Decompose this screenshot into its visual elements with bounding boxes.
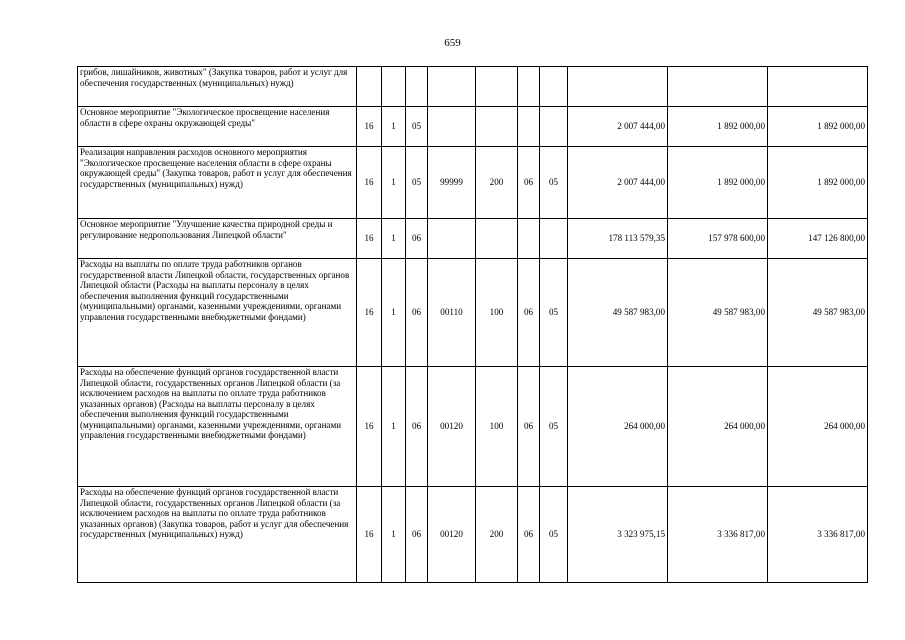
statya-cell: 00110: [428, 259, 476, 367]
podrazdel-cell: [406, 67, 428, 107]
podrazdel-cell: 06: [406, 219, 428, 259]
table-row: [78, 107, 868, 147]
page-number: 659: [444, 37, 461, 49]
row-name-cell: грибов, лишайников, животных" (Закупка товаров, работ и услуг для обеспечения государственных (муниципальных) нужд): [78, 67, 357, 107]
sum-cell-3: 264 000,00: [768, 367, 868, 487]
code-cell-7: 05: [540, 147, 568, 219]
glava-cell: 16: [357, 147, 382, 219]
podrazdel-cell: 06: [406, 367, 428, 487]
code-cell-6: 06: [518, 259, 540, 367]
vid-cell: 100: [476, 367, 518, 487]
vid-cell: 200: [476, 487, 518, 583]
sum-cell-3: 1 892 000,00: [768, 107, 868, 147]
code-cell-7: 05: [540, 487, 568, 583]
code-cell-7: 05: [540, 367, 568, 487]
statya-cell: 99999: [428, 147, 476, 219]
podrazdel-cell: 06: [406, 259, 428, 367]
row-name-cell: Расходы на выплаты по оплате труда работников органов государственной власти Липецкой области, государственных органов Липецкой области (Расходы на выплаты персоналу в целях обеспечения выполнения функций государственными (муниципальными) органами, казенными учреждениями, органами управления государственными внебюджетными фондами): [78, 259, 357, 367]
razdel-cell: 1: [382, 219, 406, 259]
row-name-cell: Реализация направления расходов основного мероприятия "Экологическое просвещение населения области в сфере охраны окружающей среды" (Закупка товаров, работ и услуг для обеспечения государственных (муниципальных) нужд): [78, 147, 357, 219]
sum-cell-1: 49 587 983,00: [568, 259, 668, 367]
glava-cell: 16: [357, 107, 382, 147]
row-name-cell: Расходы на обеспечение функций органов государственной власти Липецкой области, государственных органов Липецкой области (за исключением расходов на выплаты по оплате труда работников указанных органов) (Расходы на выплаты персоналу в целях обеспечения выполнения функций государственными (муниципальными) органами, казенными учреждениями, органами управления государственными внебюджетными фондами): [78, 367, 357, 487]
code-cell-6: [518, 107, 540, 147]
table-row: [78, 147, 868, 219]
glava-cell: 16: [357, 487, 382, 583]
podrazdel-cell: 05: [406, 107, 428, 147]
code-cell-6: [518, 219, 540, 259]
statya-cell: [428, 219, 476, 259]
sum-cell-2: 264 000,00: [668, 367, 768, 487]
vid-cell: [476, 107, 518, 147]
sum-cell-3: 147 126 800,00: [768, 219, 868, 259]
podrazdel-cell: 05: [406, 147, 428, 219]
code-cell-6: 06: [518, 147, 540, 219]
glava-cell: 16: [357, 367, 382, 487]
sum-cell-2: 1 892 000,00: [668, 107, 768, 147]
sum-cell-2: [668, 67, 768, 107]
code-cell-6: [518, 67, 540, 107]
row-name-cell: Основное мероприятие "Экологическое просвещение населения области в сфере охраны окружающей среды": [78, 107, 357, 147]
statya-cell: [428, 107, 476, 147]
table-row: [78, 487, 868, 583]
table-row: [78, 67, 868, 107]
sum-cell-3: 1 892 000,00: [768, 147, 868, 219]
vid-cell: [476, 219, 518, 259]
vid-cell: 100: [476, 259, 518, 367]
code-cell-6: 06: [518, 487, 540, 583]
code-cell-7: [540, 67, 568, 107]
table-row: [78, 219, 868, 259]
glava-cell: [357, 67, 382, 107]
sum-cell-3: 49 587 983,00: [768, 259, 868, 367]
code-cell-6: 06: [518, 367, 540, 487]
sum-cell-3: 3 336 817,00: [768, 487, 868, 583]
sum-cell-1: 178 113 579,35: [568, 219, 668, 259]
table-row: [78, 259, 868, 367]
razdel-cell: 1: [382, 487, 406, 583]
razdel-cell: [382, 67, 406, 107]
podrazdel-cell: 06: [406, 487, 428, 583]
razdel-cell: 1: [382, 367, 406, 487]
sum-cell-1: 264 000,00: [568, 367, 668, 487]
sum-cell-2: 1 892 000,00: [668, 147, 768, 219]
statya-cell: 00120: [428, 367, 476, 487]
budget-table: [77, 66, 868, 583]
row-name-cell: Основное мероприятие "Улучшение качества природной среды и регулирование недропользования Липецкой области": [78, 219, 357, 259]
row-name-cell: Расходы на обеспечение функций органов государственной власти Липецкой области, государственных органов Липецкой области (за исключением расходов на выплаты по оплате труда работников указанных органов) (Закупка товаров, работ и услуг для обеспечения государственных (муниципальных) нужд): [78, 487, 357, 583]
sum-cell-1: [568, 67, 668, 107]
vid-cell: 200: [476, 147, 518, 219]
sum-cell-2: 157 978 600,00: [668, 219, 768, 259]
sum-cell-3: [768, 67, 868, 107]
razdel-cell: 1: [382, 147, 406, 219]
table-row: [78, 367, 868, 487]
sum-cell-2: 49 587 983,00: [668, 259, 768, 367]
glava-cell: 16: [357, 219, 382, 259]
statya-cell: 00120: [428, 487, 476, 583]
code-cell-7: [540, 219, 568, 259]
sum-cell-1: 2 007 444,00: [568, 147, 668, 219]
sum-cell-2: 3 336 817,00: [668, 487, 768, 583]
code-cell-7: 05: [540, 259, 568, 367]
razdel-cell: 1: [382, 259, 406, 367]
sum-cell-1: 3 323 975,15: [568, 487, 668, 583]
glava-cell: 16: [357, 259, 382, 367]
vid-cell: [476, 67, 518, 107]
code-cell-7: [540, 107, 568, 147]
statya-cell: [428, 67, 476, 107]
sum-cell-1: 2 007 444,00: [568, 107, 668, 147]
razdel-cell: 1: [382, 107, 406, 147]
